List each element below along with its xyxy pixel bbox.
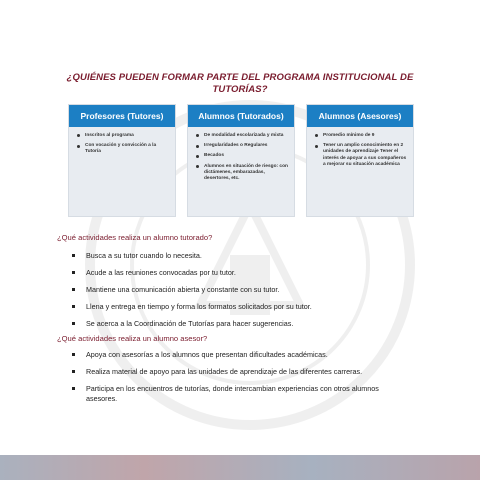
card-item: Promedio mínimo de 9 (313, 133, 409, 139)
list-item: Mantiene una comunicación abierta y constante con su tutor. (70, 285, 400, 295)
card-item: Alumnos en situación de riesgo: con dictámenes, embarazadas, desertores, etc. (194, 164, 290, 183)
footer-band (0, 455, 480, 480)
card-item: Con vocación y convicción a la Tutoría (75, 143, 171, 155)
tutorado-activities-list (70, 251, 400, 329)
list-item: Participa en los encuentros de tutorías, donde intercambian experiencias con otros alumnos asesores. (70, 384, 400, 403)
asesor-activities-list (70, 350, 400, 403)
participants-diagram (68, 104, 412, 216)
card-item: Irregularidades o Regulares (194, 143, 290, 149)
card-asesores (306, 104, 414, 217)
section-question-asesor: ¿Qué actividades realiza un alumno asesor? (57, 334, 208, 343)
card-item: Inscritos al programa (75, 133, 171, 139)
card-item: De modalidad escolarizada y mixta (194, 133, 290, 139)
page-title: ¿QUIÉNES PUEDEN FORMAR PARTE DEL PROGRAMA INSTITUCIONAL DE TUTORÍAS? (66, 72, 414, 95)
card-heading: Alumnos (Tutorados) (188, 105, 294, 127)
section-question-tutorado: ¿Qué actividades realiza un alumno tutorado? (57, 233, 213, 242)
list-item: Busca a su tutor cuando lo necesita. (70, 251, 400, 261)
card-heading: Profesores (Tutores) (69, 105, 175, 127)
list-item: Acude a las reuniones convocadas por tu tutor. (70, 268, 400, 278)
card-item: Becados (194, 153, 290, 159)
card-heading: Alumnos (Asesores) (307, 105, 413, 127)
card-tutorados (187, 104, 295, 217)
card-item: Tener un amplio conocimiento en 2 unidades de aprendizaje Tener el interés de apoyar a sus compañeros a mejorar su situación académica (313, 143, 409, 168)
list-item: Llena y entrega en tiempo y forma los formatos solicitados por su tutor. (70, 302, 400, 312)
card-tutores (68, 104, 176, 217)
list-item: Apoya con asesorías a los alumnos que presentan dificultades académicas. (70, 350, 400, 360)
list-item: Se acerca a la Coordinación de Tutorías para hacer sugerencias. (70, 319, 400, 329)
list-item: Realiza material de apoyo para las unidades de aprendizaje de las diferentes carreras. (70, 367, 400, 377)
